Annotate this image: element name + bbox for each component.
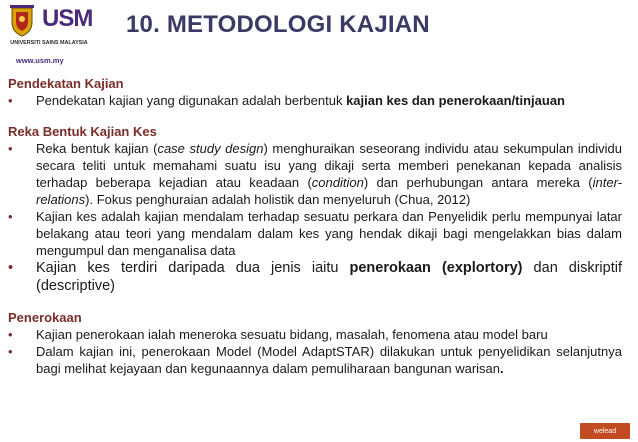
- section-heading: Pendekatan Kajian: [8, 76, 124, 91]
- italic-text: inter-relations: [36, 175, 622, 207]
- bullet-text: ). Fokus penghuraian adalah holistik dan menyeluruh (Chua, 2012): [85, 192, 471, 207]
- italic-text: case study design: [157, 141, 264, 156]
- bullet-text: Reka bentuk kajian (: [36, 141, 158, 156]
- bullet-item: [8, 92, 622, 109]
- italic-text: condition: [311, 175, 364, 190]
- bold-text: penerokaan (explortory): [349, 260, 523, 276]
- slide-content: [8, 75, 622, 377]
- bullet-text: Dalam kajian ini, penerokaan Model (Model AdaptSTAR) dilakukan untuk penyelidikan selanjutnya bagi melihat kejayaan dan kegunaannya dalam pemuliharaan bangunan warisan: [36, 344, 622, 376]
- bullet-dot-icon: •: [8, 260, 14, 276]
- bullet-dot-icon: •: [8, 141, 13, 156]
- bullet-item: [8, 208, 622, 259]
- university-url: www.usm.my: [16, 56, 64, 65]
- section-gap: [8, 109, 622, 123]
- bullet-dot-icon: •: [8, 327, 13, 342]
- bold-text: .: [500, 361, 504, 376]
- bullet-text: Kajian kes terdiri daripada dua jenis iaitu: [36, 260, 350, 276]
- bullet-text: Pendekatan kajian yang digunakan adalah berbentuk: [36, 93, 347, 108]
- welead-badge: welead: [580, 423, 630, 439]
- bold-text: kajian kes dan penerokaan/tinjauan: [346, 93, 565, 108]
- section-gap: [8, 295, 622, 309]
- bullet-item: [8, 326, 622, 343]
- university-crest-icon: [8, 4, 36, 38]
- bullet-item: [8, 140, 622, 208]
- bullet-dot-icon: •: [8, 93, 13, 108]
- usm-logo: [6, 4, 93, 68]
- bullet-text: dan diskriptif (descriptive): [36, 260, 622, 294]
- bullet-dot-icon: •: [8, 209, 13, 224]
- usm-logo-text: USM: [42, 5, 93, 32]
- bullet-dot-icon: •: [8, 344, 13, 359]
- slide-title: 10. METODOLOGI KAJIAN: [126, 11, 430, 38]
- section-heading: Penerokaan: [8, 310, 82, 325]
- section-heading: Reka Bentuk Kajian Kes: [8, 124, 157, 139]
- bullet-text: ) menghuraikan seseorang individu atau sekumpulan individu secara teliti untuk memahami suatu isu yang dikaji serta memberi penekanan kepada analisis terhadap beberapa kejadian atau keadaan (: [36, 141, 622, 190]
- bullet-text: Kajian kes adalah kajian mendalam terhadap sesuatu perkara dan Penyelidik perlu mempunyai latar belakang atau teori yang mendalam dalam kes yang hendak dikaji bagi mengelakkan bias dalam mengumpul dan menganalisa data: [36, 209, 622, 258]
- university-name: UNIVERSITI SAINS MALAYSIA: [10, 40, 88, 46]
- bullet-text: Kajian penerokaan ialah meneroka sesuatu bidang, masalah, fenomena atau model baru: [36, 327, 548, 342]
- bullet-item: [8, 259, 622, 295]
- bullet-text: ) dan perhubungan antara mereka (: [363, 175, 593, 190]
- slide-header: [0, 0, 638, 70]
- bullet-item: [8, 343, 622, 377]
